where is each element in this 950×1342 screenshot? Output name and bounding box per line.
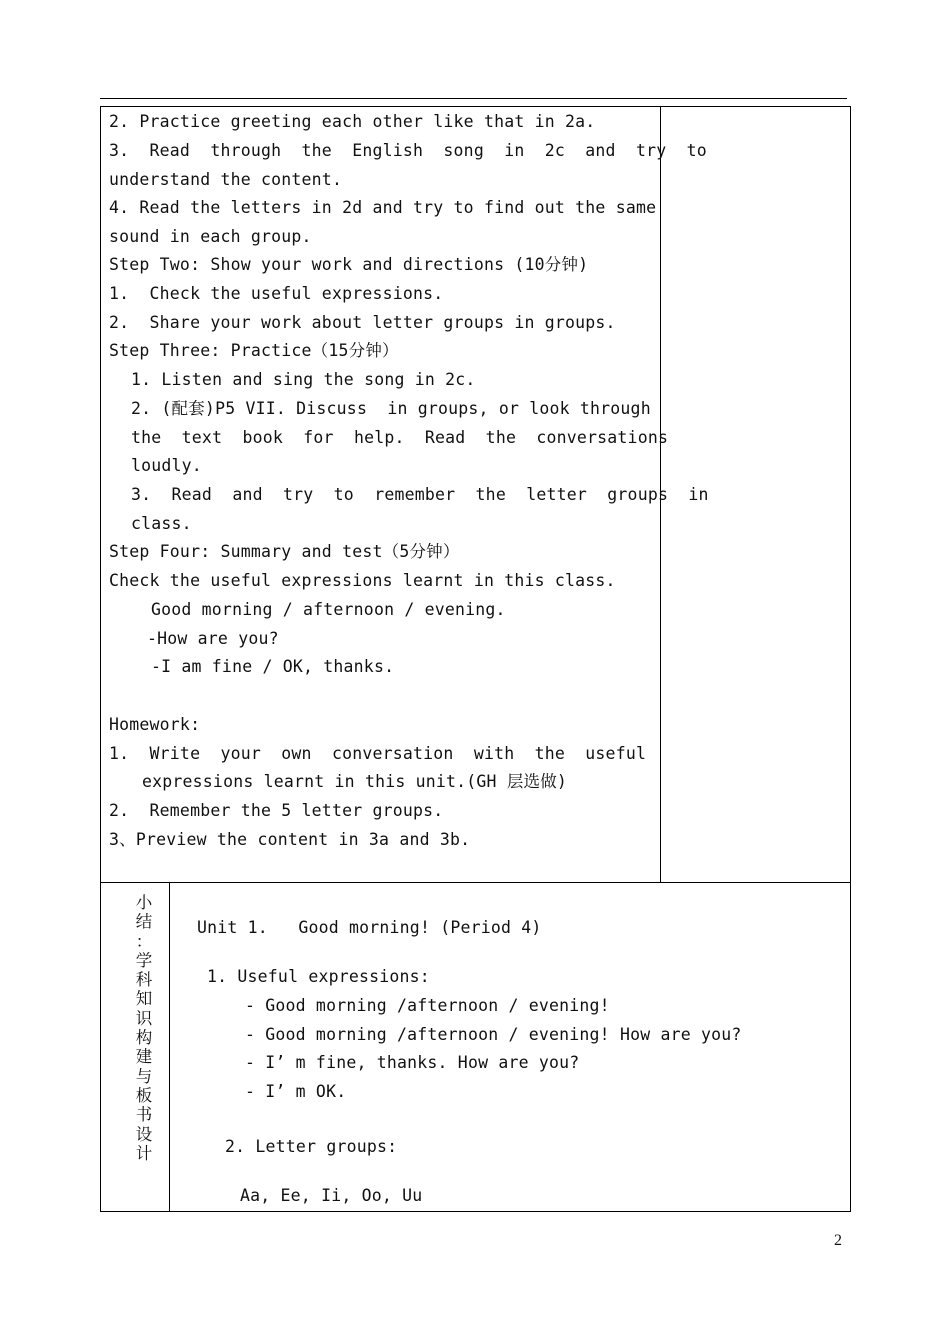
procedure-line: loudly. (131, 456, 202, 475)
side-char: 书 (135, 1105, 153, 1125)
expression-line: Good morning / afternoon / evening. (151, 600, 506, 619)
procedure-line: 1. Check the useful expressions. (109, 284, 444, 303)
summary-line: - Good morning /afternoon / evening! How are you? (245, 1025, 742, 1044)
homework-heading: Homework: (109, 715, 201, 734)
procedure-line: 2. (配套)P5 VII. Discuss in groups, or look through (131, 399, 651, 418)
summary-line: - Good morning /afternoon / evening! (245, 996, 610, 1015)
procedure-line: 3. Read through the English song in 2c and try to (109, 141, 707, 160)
side-char: 构 (135, 1028, 153, 1048)
summary-title: Unit 1. Good morning! (Period 4) (197, 918, 542, 937)
homework-line: expressions learnt in this unit.(GH 层选做) (142, 772, 568, 791)
procedure-line: 2. Share your work about letter groups in groups. (109, 313, 616, 332)
side-char: 学 (135, 950, 153, 970)
side-char: 识 (135, 1008, 153, 1028)
side-char: 建 (135, 1047, 153, 1067)
step-heading: Step Three: Practice（15分钟） (109, 341, 399, 360)
procedure-line: sound in each group. (109, 227, 312, 246)
side-char: 知 (135, 989, 153, 1009)
homework-line: 1. Write your own conversation with the useful (109, 744, 647, 763)
procedure-line: the text book for help. Read the conversations (131, 428, 669, 447)
homework-line: 3、Preview the content in 3a and 3b. (109, 830, 471, 849)
side-char: 科 (135, 970, 153, 990)
homework-line: 2. Remember the 5 letter groups. (109, 801, 444, 820)
side-char: 计 (135, 1143, 153, 1163)
procedure-line: understand the content. (109, 170, 343, 189)
procedure-line: 4. Read the letters in 2d and try to find out the same (109, 198, 657, 217)
header-rule (100, 98, 847, 99)
summary-line: 1. Useful expressions: (207, 967, 430, 986)
procedure-line: class. (131, 514, 192, 533)
side-char: 设 (135, 1124, 153, 1144)
procedure-line: 1. Listen and sing the song in 2c. (131, 370, 476, 389)
procedure-line: Check the useful expressions learnt in this class. (109, 571, 616, 590)
side-char: 结 (135, 912, 153, 932)
expression-line: -How are you? (147, 629, 279, 648)
side-char: 板 (135, 1085, 153, 1105)
summary-line: 2. Letter groups: (225, 1137, 398, 1156)
procedure-line: 3. Read and try to remember the letter groups in (131, 485, 709, 504)
procedure-line: 2. Practice greeting each other like that in 2a. (109, 112, 596, 131)
page-number: 2 (834, 1232, 842, 1249)
summary-line: - I’ m fine, thanks. How are you? (245, 1053, 580, 1072)
step-heading: Step Four: Summary and test（5分钟） (109, 542, 460, 561)
summary-side-label (128, 893, 160, 1163)
side-char: 小 (135, 893, 153, 912)
summary-line: Aa, Ee, Ii, Oo, Uu (240, 1186, 423, 1205)
side-char: 与 (135, 1066, 153, 1086)
expression-line: -I am fine / OK, thanks. (151, 657, 395, 676)
summary-line: - I’ m OK. (245, 1082, 347, 1101)
side-char: ： (135, 931, 153, 951)
step-heading: Step Two: Show your work and directions (10分钟) (109, 255, 589, 274)
